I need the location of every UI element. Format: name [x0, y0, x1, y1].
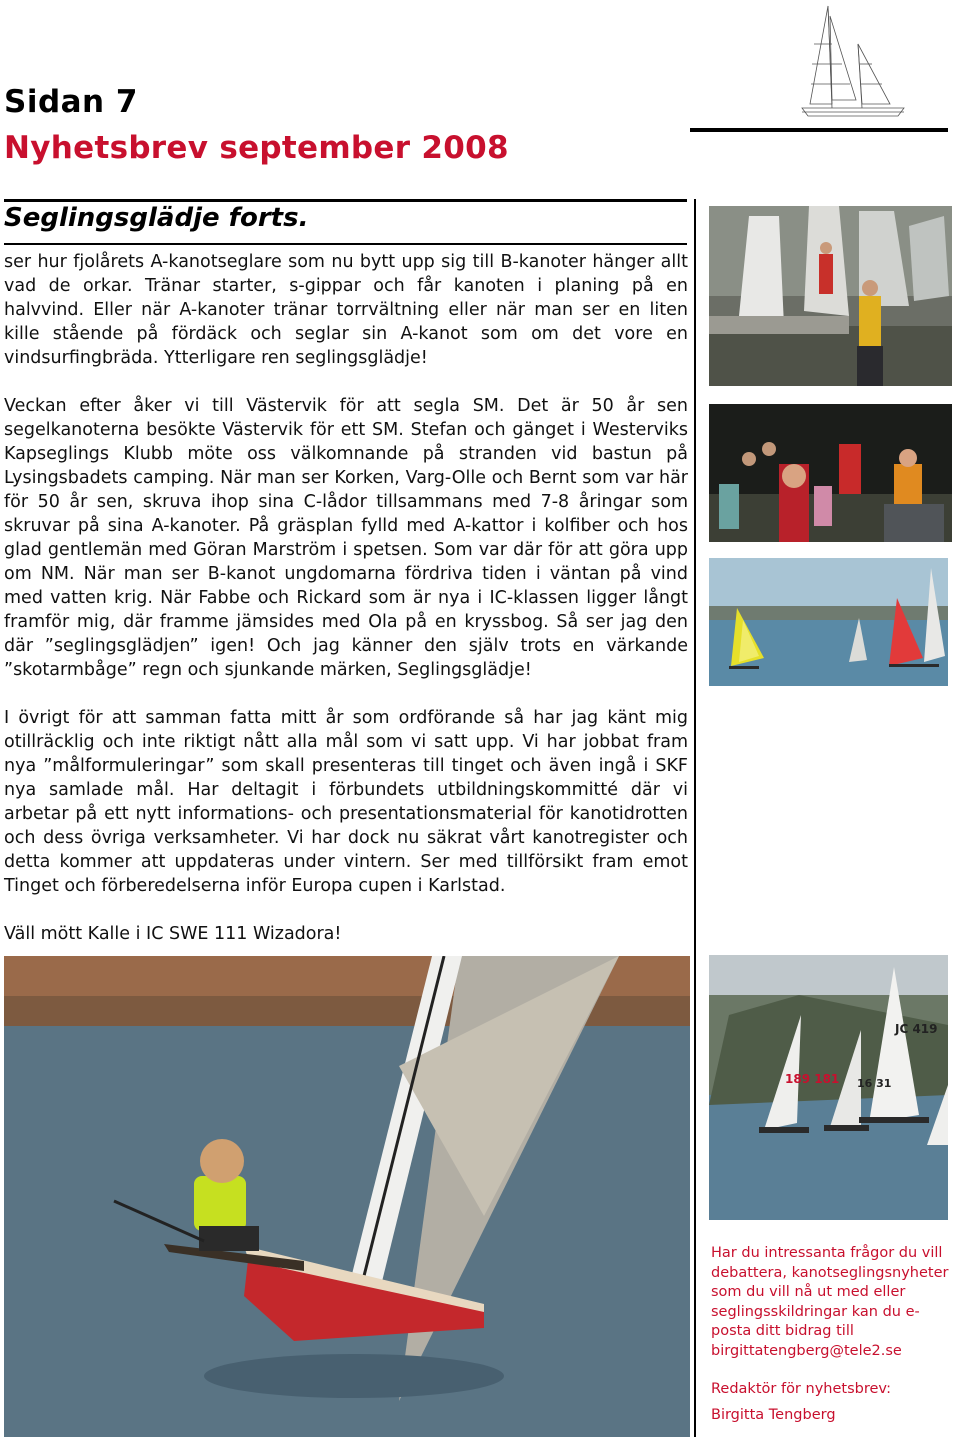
sail-number-2: 16 31	[857, 1077, 892, 1090]
sailboat-logo	[800, 4, 910, 122]
section-rule-top	[4, 199, 687, 202]
contact-email[interactable]: birgittatengberg@tele2.se	[711, 1342, 902, 1359]
photo-evening-group	[709, 404, 952, 542]
section-rule-bottom	[4, 243, 687, 245]
article-paragraph-1: ser hur fjolårets A-kanotseglare som nu bytt upp sig till B-kanoter hänger allt vad de orkar. Tränar starter, s-gippar och får kanoten i planing på en halvvind. Eller när A-kanoter tränar torrvältning eller när man ser en liten kille stående på fördäck och seglar sin A-kanot som om det vore en vindsurfingbräda. Ytterligare ren seglingsglädje!	[4, 252, 688, 368]
page-label: Sidan 7	[4, 84, 138, 120]
editor-name: Birgitta Tengberg	[711, 1406, 836, 1423]
contact-box	[711, 1244, 951, 1425]
newsletter-title: Nyhetsbrev september 2008	[4, 130, 509, 166]
article-body	[4, 250, 688, 946]
article-paragraph-4: Väll mött Kalle i IC SWE 111 Wizadora!	[4, 924, 342, 944]
article-paragraph-3: I övrigt för att samman fatta mitt år som ordförande så har jag känt mig otillräcklig och inte riktigt nått alla mål som vi satt upp. Vi har jobbat fram nya ”målformuleringar” som skall presenteras till tinget och även ingå i SKF nya samlade mål. Har deltagit i förbundets utbildningskommitté där vi arbetar på ett nytt informations- och presentationsmaterial för kanotidrotten och dess övriga verksamheter. Vi har dock nu säkrat vårt kanotregister och detta kommer att uppdateras under vintern. Ser med tillförsikt fram emot Tinget och förberedelserna inför Europa cupen i Karlstad.	[4, 708, 688, 896]
column-divider	[694, 199, 696, 1437]
photo-girl-sailing	[4, 956, 690, 1437]
article-paragraph-2: Veckan efter åker vi till Västervik för att segla SM. Det är 50 år sen segelkanoterna besökte Västervik för ett SM. Stefan och gänget i Westerviks Kapseglings Klubb möte oss välkomnande på stranden vid bastun på Lysingsbadets camping. När man ser Korken, Varg-Olle och Bernt som var här för 50 år sen, skruva ihop sina C-lådor tillsammans med 7-8 åringar som skruvar på sina A-kanoter. På gräsplan fylld med A-kattor i kolfiber och hos glad gentlemän med Göran Marström i spetsen. Som var där för att göra upp om NM. När man ser B-kanot ungdomarna fördriva tiden i väntan på vind med vatten krig. När Fabbe och Rickard som är nya i IC-klassen ligger långt framför mig, där framme jämsides med Ola på en kryssbog. Så ser jag den där ”seglingsglädjen” igen! Och jag känner den själv trots en värkande ”skotarmbåge” regn och sjunkande märken, Seglingsglädje!	[4, 396, 688, 680]
article-title: Seglingsglädje forts.	[4, 203, 309, 233]
photo-three-canoes	[709, 955, 948, 1220]
editor-label: Redaktör för nyhetsbrev:	[711, 1381, 892, 1397]
sail-number-3: JC 419	[895, 1022, 938, 1036]
contact-text: Har du intressanta frågor du vill debattera, kanotseglingsnyheter som du vill nå ut med eller seglingsskildringar kan du e-posta ditt bidrag till	[711, 1245, 949, 1339]
header-rule	[690, 128, 948, 132]
sail-number-1: 189 181	[785, 1072, 840, 1086]
photo-boats-ashore	[709, 206, 952, 386]
photo-sailing-fleet	[709, 558, 948, 686]
